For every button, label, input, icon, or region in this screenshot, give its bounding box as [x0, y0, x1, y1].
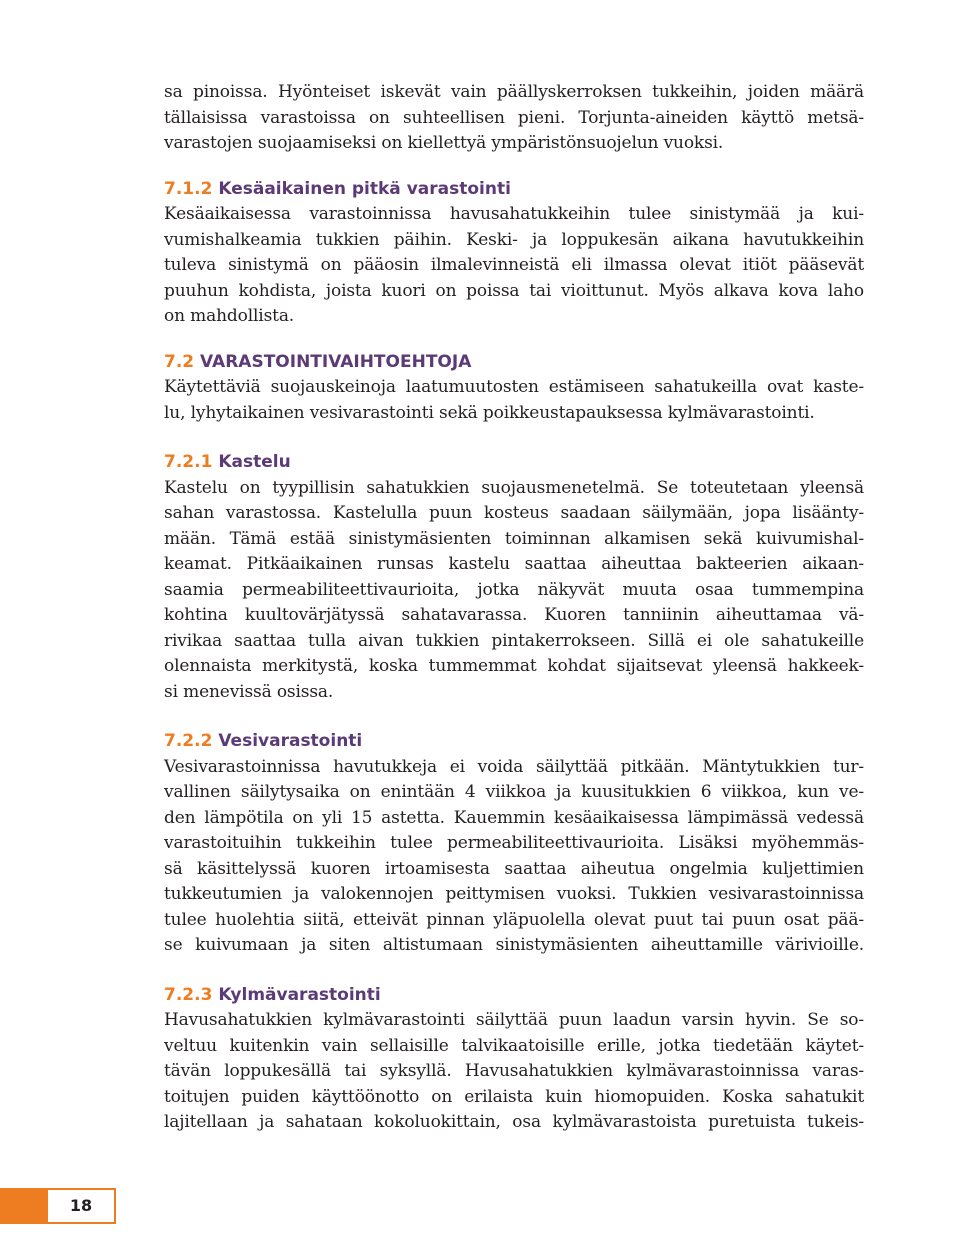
text-line: on mahdollista.: [164, 306, 295, 326]
section-heading: [164, 983, 864, 1009]
text-line: tulee huolehtia siitä, etteivät pinnan yläpuolella olevat puut tai puun osat pää-: [164, 909, 864, 930]
section-number: 7.2.3: [164, 984, 213, 1005]
section-7-2-3: [164, 983, 864, 1136]
section-number: 7.1.2: [164, 178, 213, 199]
page-marker-bar: [0, 1188, 48, 1224]
section-heading: [164, 350, 864, 376]
text-line: se kuivumaan ja siten altistumaan sinistymäsienten aiheuttamille värivioille.: [164, 935, 864, 955]
text-line: si menevissä osissa.: [164, 681, 334, 702]
section-title: VARASTOINTIVAIHTOEHTOJA: [200, 351, 472, 372]
text-line: varastoituihin tukkeihin tulee permeabiliteettivaurioita. Lisäksi myöhemmäs-: [164, 833, 864, 853]
section-title: Kylmävarastointi: [218, 984, 381, 1005]
text-line: Vesivarastoinnissa havutukkeja ei voida säilyttää pitkään. Mäntytukkien tur-: [164, 756, 864, 777]
section-title: Kastelu: [218, 452, 291, 472]
text-line: kohtina kuultovärjätyssä sahatavarassa. Kuoren tanniinin aiheuttamaa vä-: [164, 605, 864, 625]
text-line: tukkeutumien ja valokennojen peittymisen vuoksi. Tukkien vesivarastoinnissa: [164, 884, 864, 904]
text-line: tällaisissa varastoissa on suhteellisen pieni. Torjunta-aineiden käyttö metsä-: [164, 107, 864, 128]
text-line: Käytettäviä suojauskeinoja laatumuutosten estämiseen sahatukeilla ovat kaste-: [164, 377, 864, 397]
section-title: Vesivarastointi: [218, 731, 363, 751]
section-number: 7.2.1: [164, 452, 213, 472]
text-line: saamia permeabiliteettivaurioita, jotka näkyvät muuta osaa tummempina: [164, 579, 864, 600]
section-heading: [164, 450, 864, 476]
page-number: 18: [48, 1188, 116, 1224]
text-line: vumishalkeamia tukkien päihin. Keski- ja loppukesän aikana havutukkeihin: [164, 229, 864, 250]
intro-paragraph: [164, 80, 864, 157]
text-line: sahan varastossa. Kastelulla puun kosteus saadaan säilymään, jopa lisäänty-: [164, 503, 864, 523]
section-paragraph: [164, 755, 864, 959]
section-7-2-1: [164, 450, 864, 705]
section-number: 7.2: [164, 351, 195, 372]
text-line: Kastelu on tyypillisin sahatukkien suojausmenetelmä. Se toteutetaan yleensä: [164, 477, 864, 498]
section-paragraph: [164, 202, 864, 330]
text-line: Havusahatukkien kylmävarastointi säilyttää puun laadun varsin hyvin. Se so-: [164, 1010, 864, 1030]
section-heading: [164, 177, 864, 203]
text-line: rivikaa saattaa tulla aivan tukkien pintakerrokseen. Sillä ei ole sahatukeille: [164, 630, 864, 651]
section-paragraph: [164, 375, 864, 426]
section-number: 7.2.2: [164, 731, 213, 751]
text-line: puuhun kohdista, joista kuori on poissa tai vioittunut. Myös alkava kova laho: [164, 280, 864, 301]
text-line: varastojen suojaamiseksi on kiellettyä ympäristönsuojelun vuoksi.: [164, 133, 724, 153]
text-line: sä käsittelyssä kuoren irtoamisesta saattaa aiheutua ongelmia kuljettimien: [164, 858, 864, 879]
text-line: veltuu kuitenkin vain sellaisille talvikaatoisille erille, jotka tiedetään käytet-: [164, 1035, 864, 1056]
text-line: keamat. Pitkäaikainen runsas kastelu saattaa aiheuttaa bakteerien aikaan-: [164, 554, 864, 574]
text-line: tävän loppukesällä tai syksyllä. Havusahatukkien kylmävarastoinnissa varas-: [164, 1061, 864, 1081]
text-line: sa pinoissa. Hyönteiset iskevät vain päällyskerroksen tukkeihin, joiden määrä: [164, 82, 864, 102]
text-line: olennaista merkitystä, koska tummemmat kohdat sijaitsevat yleensä hakkeek-: [164, 656, 864, 676]
section-7-2: [164, 350, 864, 427]
text-line: vallinen säilytysaika on enintään 4 viikkoa ja kuusitukkien 6 viikkoa, kun ve-: [164, 782, 864, 802]
text-line: tuleva sinistymä on pääosin ilmalevinneistä eli ilmassa olevat itiöt pääsevät: [164, 255, 864, 275]
section-heading: [164, 729, 864, 755]
section-title: Kesäaikainen pitkä varastointi: [218, 178, 511, 199]
section-7-2-2: [164, 729, 864, 959]
text-line: Kesäaikaisessa varastoinnissa havusahatukkeihin tulee sinistymää ja kui-: [164, 204, 864, 224]
text-line: den lämpötila on yli 15 astetta. Kauemmin kesäaikaisessa lämpimässä vedessä: [164, 807, 864, 828]
text-line: mään. Tämä estää sinistymäsienten toiminnan alkamisen sekä kuivumishal-: [164, 528, 864, 549]
section-paragraph: [164, 1008, 864, 1136]
text-line: lajitellaan ja sahataan kokoluokittain, osa kylmävarastoista puretuista tukeis-: [164, 1112, 864, 1132]
text-line: toitujen puiden käyttöönotto on erilaista kuin hiomopuiden. Koska sahatukit: [164, 1086, 864, 1107]
text-line: lu, lyhytaikainen vesivarastointi sekä poikkeustapauksessa kylmävarastointi.: [164, 402, 815, 423]
section-7-1-2: [164, 177, 864, 330]
section-paragraph: [164, 476, 864, 706]
document-page: [164, 80, 864, 1136]
